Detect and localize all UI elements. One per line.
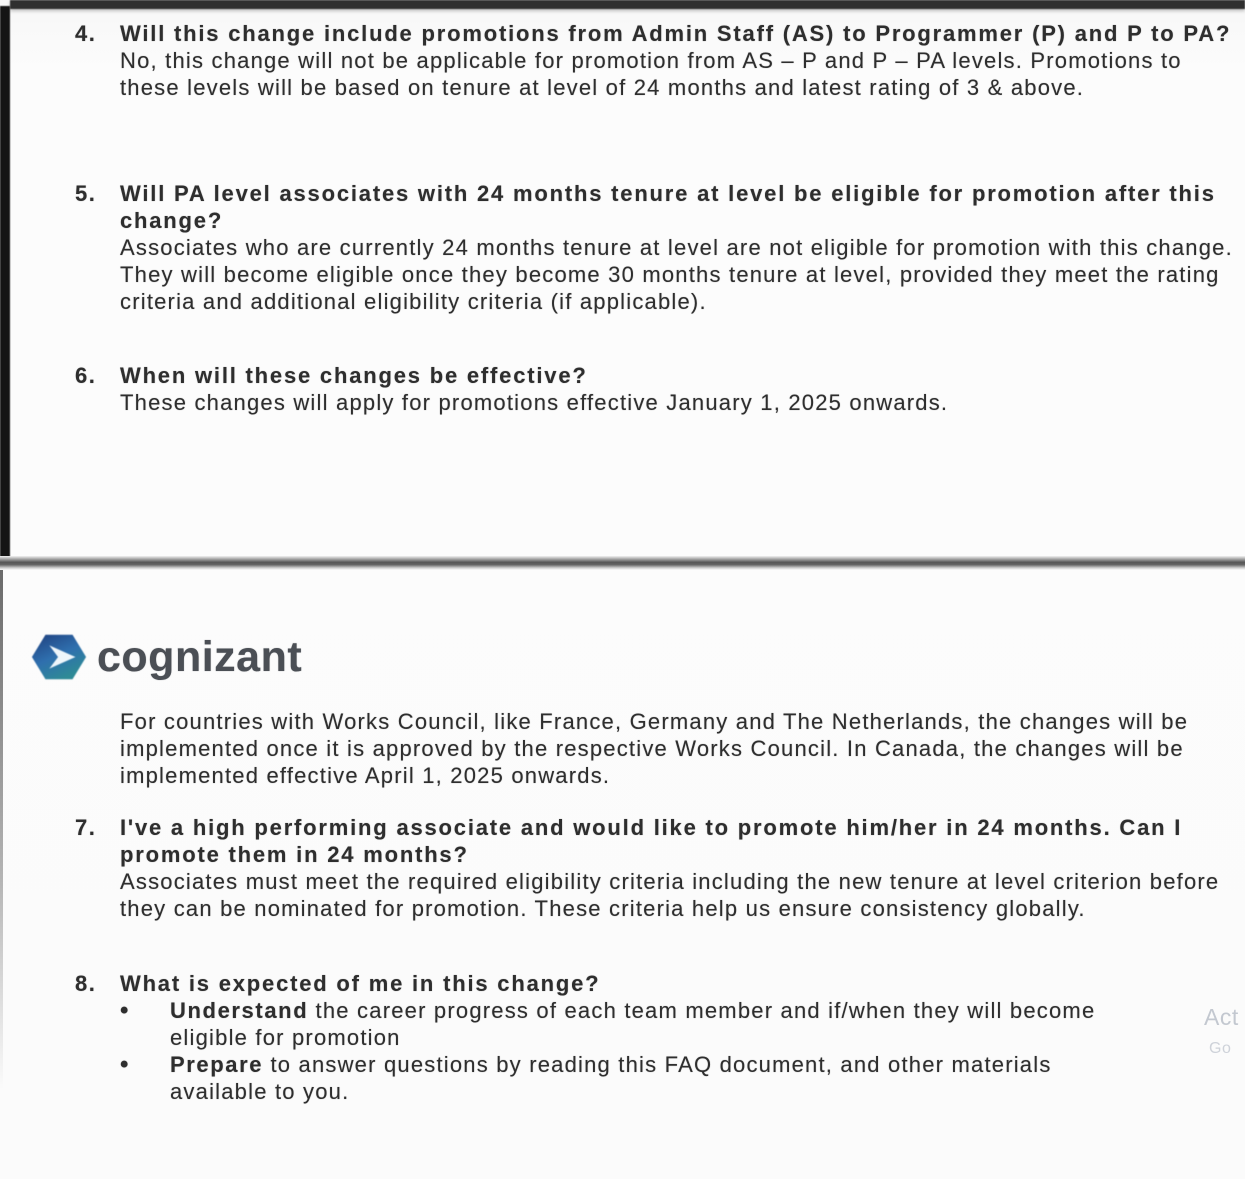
bullet-text xyxy=(170,1051,1120,1105)
logo-wordmark: cognizant xyxy=(97,633,303,681)
bullet-icon xyxy=(120,997,170,1024)
activate-watermark-line1: Act xyxy=(1204,1004,1239,1030)
faq-question: I've a high performing associate and would like to promote him/her in 24 months. Can I promote them in 24 months? xyxy=(120,815,1183,867)
faq-number: 7. xyxy=(75,815,97,840)
faq-answer: These changes will apply for promotions effective January 1, 2025 onwards. xyxy=(120,390,949,415)
page-break-divider xyxy=(0,556,1245,570)
faq-number: 4. xyxy=(75,21,97,46)
faq-question: When will these changes be effective? xyxy=(120,363,588,388)
faq-number: 5. xyxy=(75,181,97,206)
faq-number: 8. xyxy=(75,971,97,996)
continuation-paragraph: For countries with Works Council, like France, Germany and The Netherlands, the changes will be implemented once it is approved by the respective Works Council. In Canada, the changes will be implemented effective April 1, 2025 onwards. xyxy=(120,709,1189,788)
bullet-lead-word: Understand xyxy=(170,998,309,1023)
faq-question: Will PA level associates with 24 months tenure at level be eligible for promotion after this change? xyxy=(120,181,1216,233)
cognizant-logo xyxy=(30,630,302,684)
cognizant-hexagon-icon xyxy=(30,630,88,684)
top-edge-bar xyxy=(10,0,1245,9)
faq-item-4 xyxy=(75,20,1235,101)
faq-item-5 xyxy=(75,180,1235,315)
faq-item-6 xyxy=(75,362,1235,416)
bullet-item xyxy=(120,997,1235,1051)
faq-item-8 xyxy=(75,970,1235,1105)
bullet-text xyxy=(170,997,1120,1051)
left-edge-bar xyxy=(0,6,10,562)
activate-watermark-line2: Go xyxy=(1209,1040,1232,1057)
bullet-icon xyxy=(120,1051,170,1078)
faq-answer: Associates who are currently 24 months tenure at level are not eligible for promotion with this change. They will become eligible once they become 30 months tenure at level, provided they meet the rating criteria and additional eligibility criteria (if applicable). xyxy=(120,235,1233,314)
bullet-rest-text: to answer questions by reading this FAQ document, and other materials available to you. xyxy=(170,1052,1052,1104)
faq-number: 6. xyxy=(75,363,97,388)
faq-answer: Associates must meet the required eligibility criteria including the new tenure at level criterion before they can be nominated for promotion. These criteria help us ensure consistency globally. xyxy=(120,869,1220,921)
bullet-list xyxy=(120,997,1235,1105)
bullet-lead-word: Prepare xyxy=(170,1052,264,1077)
bullet-item xyxy=(120,1051,1235,1105)
bullet-rest-text: the career progress of each team member and if/when they will become eligible for promotion xyxy=(170,998,1096,1050)
left-edge-line-lower xyxy=(0,569,3,1089)
faq-answer: No, this change will not be applicable for promotion from AS – P and P – PA levels. Promotions to these levels will be based on tenure at level of 24 months and latest rating of 3 & above. xyxy=(120,48,1182,100)
faq-item-7 xyxy=(75,814,1235,922)
faq-question: What is expected of me in this change? xyxy=(120,971,601,996)
faq-question: Will this change include promotions from Admin Staff (AS) to Programmer (P) and P to PA? xyxy=(120,21,1232,46)
